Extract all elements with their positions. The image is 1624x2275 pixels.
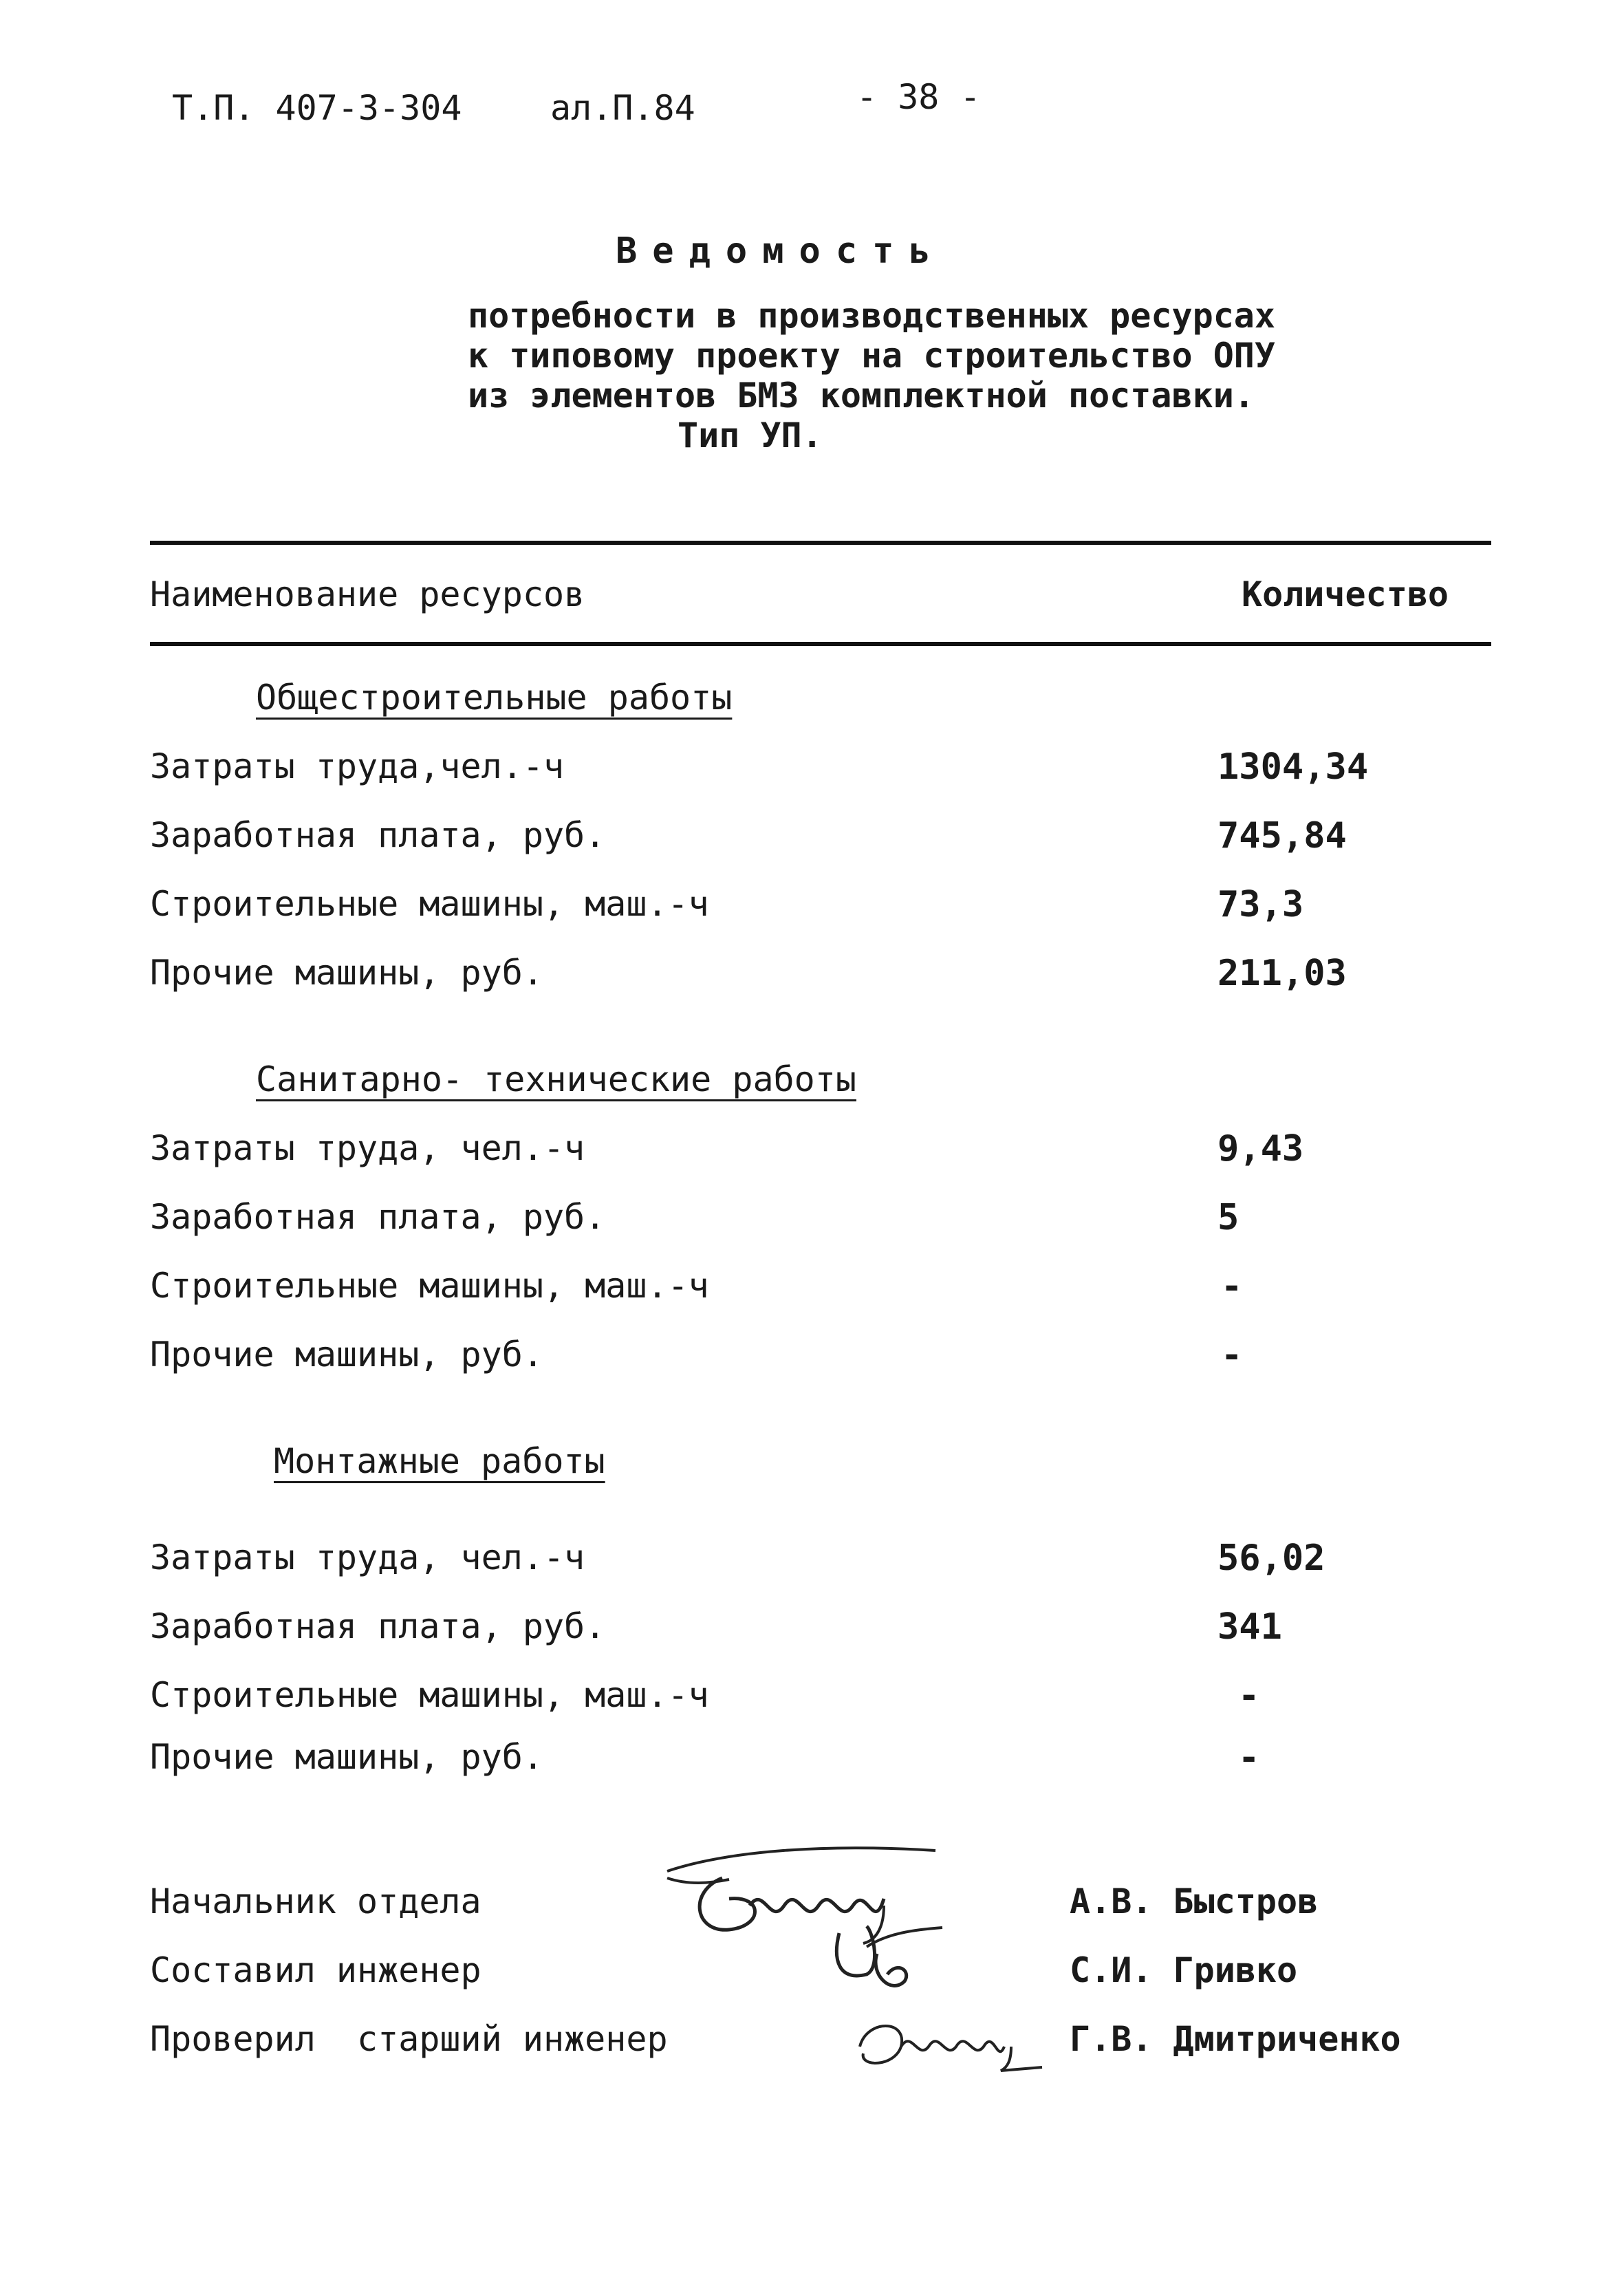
document-code: Т.П. 407-3-304 [172,88,462,128]
table-row-label: Затраты труда,чел.-ч [150,746,565,786]
signature-mark-dmitrichenko [846,1998,1046,2081]
signature-name: С.И. Гривко [1070,1950,1298,1990]
table-row-value: 745,84 [1217,815,1347,856]
table-top-rule [150,541,1491,545]
column-header-quantity: Количество [1242,574,1449,614]
table-row-label: Строительные машины, маш.-ч [150,884,709,924]
subtitle-line-4: Тип УП. [678,416,823,455]
signature-role: Проверил старший инженер [150,2019,668,2059]
table-header-rule [150,642,1491,646]
table-row-value: - [1221,1266,1243,1307]
table-row-label: Заработная плата, руб. [150,815,606,855]
subtitle-line-2: к типовому проекту на строительство ОПУ [468,336,1275,376]
table-row-value: 1304,34 [1217,746,1369,788]
table-row-label: Заработная плата, руб. [150,1197,606,1237]
table-row-label: Затраты труда, чел.-ч [150,1128,585,1168]
table-row-label: Заработная плата, руб. [150,1606,606,1646]
table-row-label: Прочие машины, руб. [150,1335,543,1374]
signature-name: Г.В. Дмитриченко [1070,2019,1401,2059]
table-row-value: 5 [1217,1197,1239,1238]
table-row-value: - [1221,1335,1243,1376]
table-row-value: 9,43 [1217,1128,1304,1169]
table-row-label: Строительные машины, маш.-ч [150,1675,709,1715]
signature-role: Составил инженер [150,1950,481,1990]
section-title-sanitary: Санитарно- технические работы [256,1059,856,1099]
table-row-value: 211,03 [1217,953,1347,994]
section-title-general: Общестроительные работы [256,678,733,718]
table-row-label: Затраты труда, чел.-ч [150,1538,585,1577]
subtitle-line-3: из элементов БМЗ комплектной поставки. [468,376,1255,416]
table-row-label: Прочие машины, руб. [150,1737,543,1777]
table-row-value: - [1238,1675,1260,1716]
subtitle-line-1: потребности в производственных ресурсах [468,296,1275,336]
table-row-value: 341 [1217,1606,1282,1648]
table-row-value: - [1238,1737,1260,1778]
table-row-value: 73,3 [1217,884,1304,925]
signature-role: Начальник отдела [150,1882,481,1921]
table-row-label: Прочие машины, руб. [150,953,543,993]
column-header-name: Наименование ресурсов [150,574,585,614]
section-title-installation: Монтажные работы [274,1441,605,1481]
page-number: - 38 - [856,77,981,117]
table-row-label: Строительные машины, маш.-ч [150,1266,709,1306]
table-row-value: 56,02 [1217,1538,1325,1579]
signature-name: А.В. Быстров [1070,1882,1319,1921]
document-title: Ведомость [616,230,946,272]
album-number: ал.П.84 [550,88,695,128]
